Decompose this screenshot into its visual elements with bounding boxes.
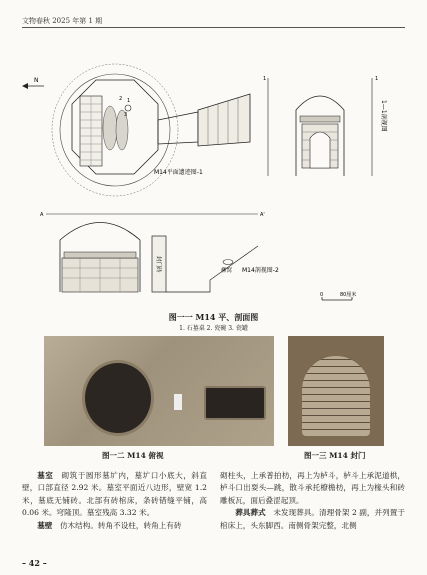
side-section-label: 1—1剖视图	[380, 100, 387, 132]
scale-zero: 0	[320, 292, 324, 298]
photo-door	[288, 336, 384, 446]
tomb-opening	[82, 360, 154, 436]
photo-top-view	[44, 336, 274, 446]
photo-caption-1: 图一二 M14 俯视	[102, 451, 164, 460]
item-number-3: 3	[124, 112, 128, 118]
body-column-left	[22, 470, 207, 532]
paragraph: 葬具葬式 未发现葬具。清理骨架 2 副，并列置于棺床上，头东脚西。南侧骨架完整，北侧	[220, 508, 405, 530]
north-label: N	[34, 77, 39, 84]
item-number-1: 1	[127, 98, 131, 104]
paragraph: 砌柱头，上承普拍枋，再上为栌斗，栌斗上承泥道栱，栌斗口出耍头—跳，散斗承托橑檐枋，再上为椽头和砖雕板瓦，面后叠涩起顶。	[220, 471, 405, 505]
north-arrow	[22, 77, 44, 89]
plan-view	[52, 64, 250, 196]
niche-label: 柳窝	[221, 268, 233, 274]
door-label: 封门砖	[155, 256, 161, 273]
photo-marker	[174, 394, 182, 410]
section-mark-1b: 1	[375, 76, 379, 82]
section-mark-a-prime: A'	[260, 212, 265, 218]
section-mark-1: 1	[263, 76, 267, 82]
section-mark-a: A	[40, 212, 44, 218]
side-section	[263, 76, 388, 176]
door-bricks	[302, 356, 370, 436]
page-number: – 42 –	[22, 558, 47, 568]
paragraph: 墓壁 仿木结构。转角不设柱，转角上有砖	[37, 520, 182, 530]
running-header: 文物春秋 2025 年第 1 期	[22, 17, 103, 25]
scale-length: 80厘米	[340, 292, 357, 298]
plan-label: M14平面遗迹图-1	[154, 169, 203, 176]
body-column-right	[220, 470, 405, 532]
figure-subcaption: 1. 石墓桌 2. 瓷碗 3. 瓷罐	[179, 325, 248, 332]
paragraph: 墓室 砌筑于圆形墓圹内，墓圹口小底大，斜直壁，口部直径 2.92 米。墓室平面近八边形，壁宽 1.2 米，墓底无铺砖。北部有砖棺床，条砖错缝平铺，高 0.06 米。穹隆顶。墓室残高 3.32 米。	[22, 471, 208, 518]
figure-caption: 图一一 M14 平、剖面图	[168, 312, 259, 322]
long-section	[40, 212, 279, 292]
photo-caption-2: 图一三 M14 封门	[304, 451, 366, 460]
item-number-2: 2	[119, 96, 123, 102]
scale-bar	[320, 291, 356, 300]
section-label: M14剖视图-2	[242, 267, 279, 274]
ramp-pit	[204, 386, 266, 420]
